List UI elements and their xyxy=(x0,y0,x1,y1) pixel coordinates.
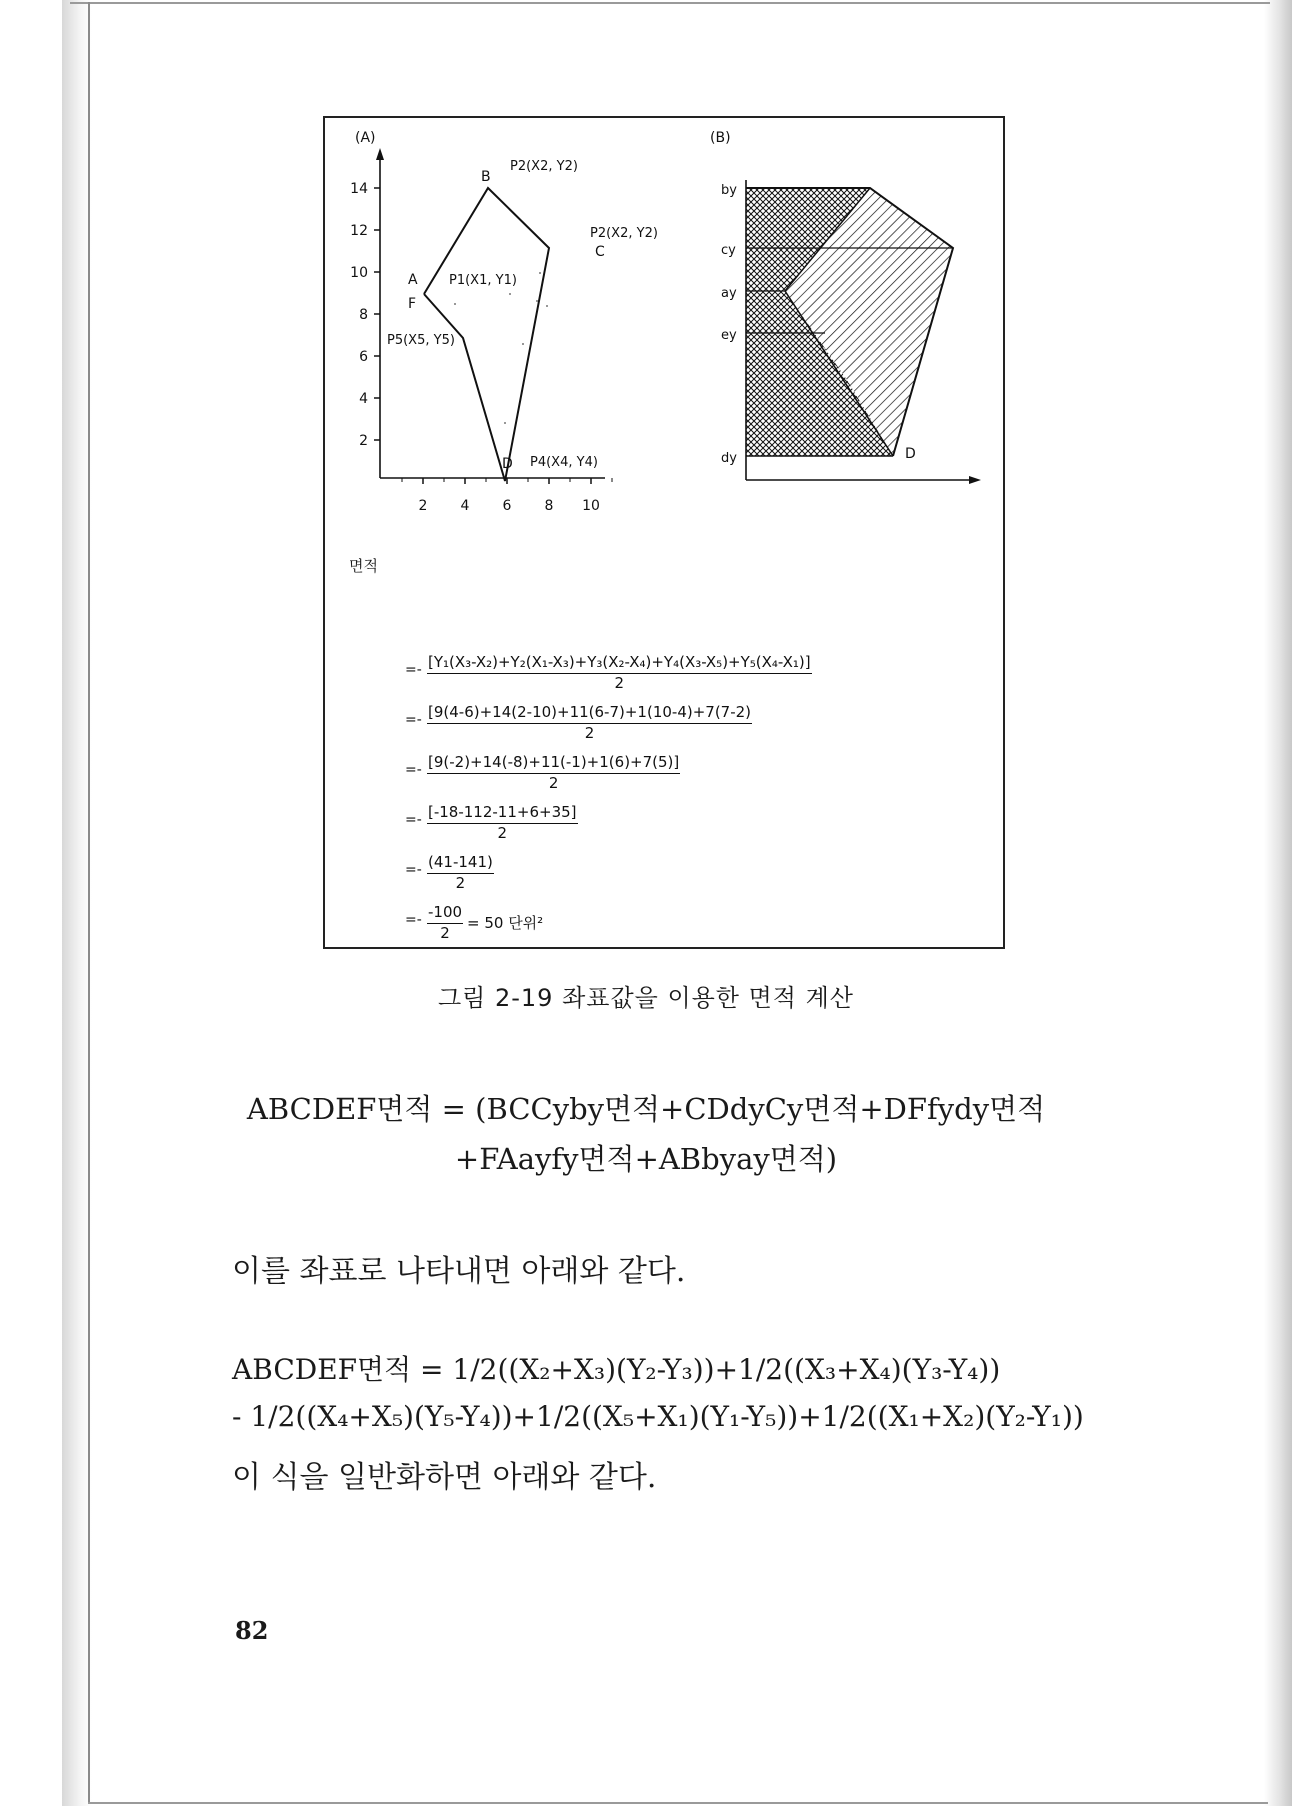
page-border-top xyxy=(70,2,1270,4)
calc-equals: =- xyxy=(405,712,422,728)
calc-equals: =- xyxy=(405,762,422,778)
page-number: 82 xyxy=(235,1616,269,1645)
point-p4-label: P4(X4, Y4) xyxy=(530,455,598,470)
y-tick-label: 10 xyxy=(350,265,368,281)
calc-fraction xyxy=(427,753,680,793)
panel-b-ay-label: ay xyxy=(721,286,737,301)
calc-numerator: [9(4-6)+14(2-10)+11(6-7)+1(10-4)+7(7-2) xyxy=(427,703,752,724)
y-tick-label: 8 xyxy=(359,307,368,323)
panel-b-point-d-label: D xyxy=(905,446,916,462)
formula-line-2: +FAayfy면적+ABbyay면적) xyxy=(454,1142,838,1176)
y-tick-label: 14 xyxy=(350,181,368,197)
area-heading: 면적 xyxy=(349,557,378,575)
point-b-label: B xyxy=(481,169,491,185)
calc-equals: =- xyxy=(405,862,422,878)
calc-fraction xyxy=(427,903,463,943)
figure-box xyxy=(323,116,1005,949)
formula-line-4: - 1/2((X₄+X₅)(Y₅-Y₄))+1/2((X₅+X₁)(Y₁-Y₅))+1/2((X₁+X₂)(Y₂-Y₁)) xyxy=(232,1400,1084,1433)
x-tick-label: 10 xyxy=(582,498,600,514)
panel-a-x-ticks xyxy=(402,478,612,514)
paragraph-1: 이를 좌표로 나타내면 아래와 같다. xyxy=(232,1254,686,1289)
point-p2-top-label: P2(X2, Y2) xyxy=(510,159,578,174)
point-p1-label: P1(X1, Y1) xyxy=(449,273,517,288)
panel-b-label: (B) xyxy=(710,130,731,146)
calc-denominator: 2 xyxy=(440,924,450,942)
polygon-interior-dots xyxy=(454,272,548,424)
page-edge-right xyxy=(1264,0,1292,1806)
y-tick-label: 2 xyxy=(359,433,368,449)
calc-equals: =- xyxy=(405,812,422,828)
panel-a-y-arrow xyxy=(376,148,384,160)
y-tick-label: 6 xyxy=(359,349,368,365)
y-tick-label: 4 xyxy=(359,391,368,407)
point-c-label: C xyxy=(595,244,605,260)
x-tick-label: 2 xyxy=(418,498,428,514)
point-d-label: D xyxy=(502,456,513,472)
calc-fraction xyxy=(427,703,752,743)
y-tick-label: 12 xyxy=(350,223,368,239)
panel-b-cy-label: cy xyxy=(721,243,736,258)
point-p5-label: P5(X5, Y5) xyxy=(387,333,455,348)
panel-b-dy-label: dy xyxy=(721,451,737,466)
panel-a-label: (A) xyxy=(355,130,376,146)
calc-fraction xyxy=(427,803,578,843)
calc-numerator: [-18-112-11+6+35] xyxy=(427,803,578,824)
calc-equals: =- xyxy=(405,912,422,928)
panel-b-x-arrow xyxy=(969,476,981,484)
calc-denominator: 2 xyxy=(584,724,595,742)
point-f-label: F xyxy=(408,296,417,312)
figure-caption: 그림 2-19 좌표값을 이용한 면적 계산 xyxy=(437,984,854,1012)
calc-numerator: [9(-2)+14(-8)+11(-1)+1(6)+7(5)] xyxy=(427,753,680,774)
calc-denominator: 2 xyxy=(548,774,559,792)
calc-numerator: (41-141) xyxy=(427,853,494,874)
calc-result: = 50 단위² xyxy=(467,914,544,932)
formula-line-1: ABCDEF면적 = (BCCyby면적+CDdyCy면적+DFfydy면적 xyxy=(246,1092,1046,1126)
calc-numerator: -100 xyxy=(427,903,463,924)
calc-denominator: 2 xyxy=(614,674,625,692)
calc-fraction xyxy=(427,653,812,693)
point-a-label: A xyxy=(408,272,418,288)
calc-numerator: [Y₁(X₃-X₂)+Y₂(X₁-X₃)+Y₃(X₂-X₄)+Y₄(X₃-X₅)+Y₅(X₄-X₁)] xyxy=(427,653,812,674)
page-border-bottom xyxy=(88,1802,1268,1804)
x-tick-label: 8 xyxy=(544,498,554,514)
point-p2-c-label: P2(X2, Y2) xyxy=(590,226,658,241)
calc-fraction xyxy=(427,853,494,893)
paragraph-2: 이 식을 일반화하면 아래와 같다. xyxy=(232,1460,657,1495)
panel-b-ey-label: ey xyxy=(721,328,737,343)
calc-denominator: 2 xyxy=(497,824,508,842)
formula-line-3: ABCDEF면적 = 1/2((X₂+X₃)(Y₂-Y₃))+1/2((X₃+X₄)(Y₃-Y₄)) xyxy=(232,1353,1001,1386)
page-border-left xyxy=(88,2,90,1802)
x-tick-label: 6 xyxy=(502,498,512,514)
panel-b-by-label: by xyxy=(721,183,737,198)
calc-denominator: 2 xyxy=(455,874,466,892)
x-tick-label: 4 xyxy=(460,498,470,514)
calc-equals: =- xyxy=(405,662,422,678)
panel-a-y-ticks xyxy=(350,181,380,449)
